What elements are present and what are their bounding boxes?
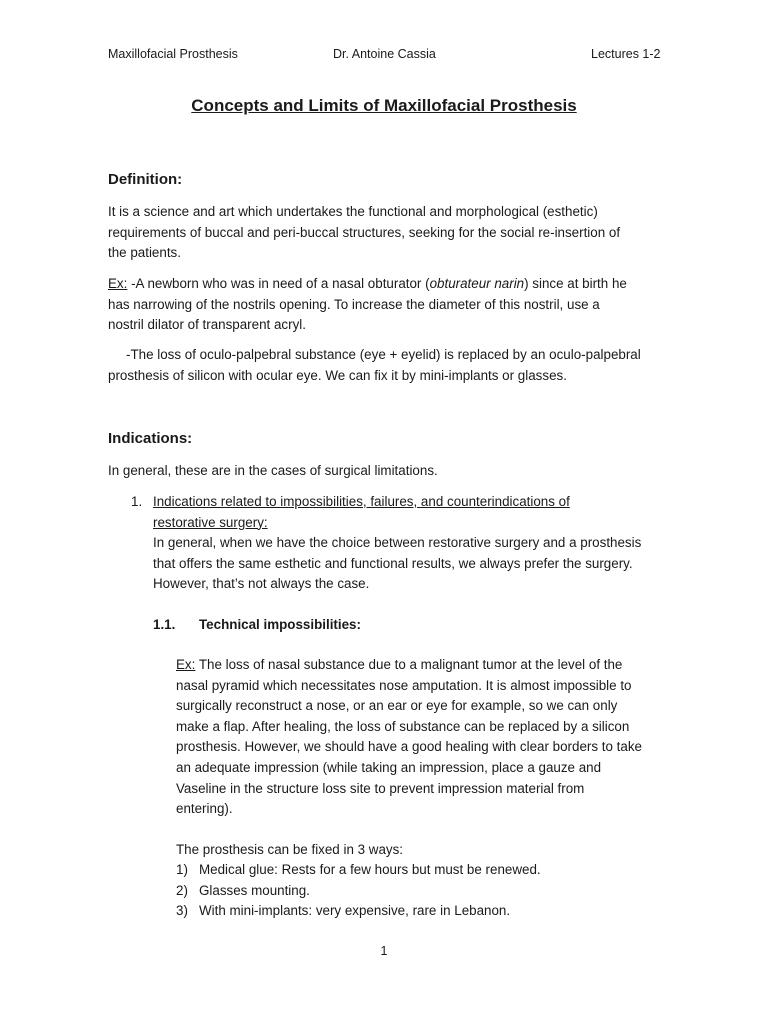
example-oculo-palpebral: [108, 345, 641, 386]
indications-heading: Indications:: [108, 430, 193, 447]
example-line: entering).: [176, 801, 233, 817]
list-item: 2) Glasses mounting.: [176, 882, 310, 898]
indication-item-1: [153, 492, 641, 595]
definition-paragraph: [108, 202, 620, 264]
example-italic-term: obturateur narin: [429, 276, 525, 291]
page-number: 1: [380, 944, 388, 958]
header-right: Lectures 1-2: [591, 47, 661, 61]
example-line: surgically reconstruct a nose, or an ear or eye for example, so we can only: [176, 698, 618, 714]
example-line: an adequate impression (while taking an impression, place a gauze and: [176, 759, 602, 775]
example-line: nasal pyramid which necessitates nose amputation. It is almost impossible to: [176, 677, 632, 693]
example-label: Ex:: [108, 276, 128, 291]
example-line: prosthesis. However, we should have a good healing with clear borders to take: [176, 739, 642, 755]
definition-line: It is a science and art which undertakes the functional and morphological (esthetic): [108, 204, 598, 219]
list-item: 1) Medical glue: Rests for a few hours but must be renewed.: [176, 862, 541, 877]
fixing-intro: The prosthesis can be fixed in 3 ways:: [176, 842, 404, 857]
technical-example: [176, 655, 642, 820]
example-line: Vaseline in the structure loss site to prevent impression material from: [176, 780, 585, 796]
indication-title-line: restorative surgery:: [153, 514, 268, 530]
example-newborn: [108, 274, 627, 336]
indication-body-line: In general, when we have the choice between restorative surgery and a prosthesis: [153, 535, 642, 551]
example-text: ) since at birth he: [524, 276, 627, 291]
example-text: -A newborn who was in need of a nasal obturator (: [127, 276, 430, 291]
list-number: 1.: [131, 494, 143, 509]
example-line: prosthesis of silicon with ocular eye. We can fix it by mini-implants or glasses.: [108, 367, 567, 383]
definition-heading: Definition:: [108, 171, 183, 188]
example-text: The loss of nasal substance due to a malignant tumor at the level of the: [195, 657, 623, 672]
definition-line: the patients.: [108, 245, 181, 261]
subitem-title: Technical impossibilities:: [199, 617, 361, 632]
example-line: nostril dilator of transparent acryl.: [108, 317, 306, 333]
indication-body-line: that offers the same esthetic and functional results, we always prefer the surgery.: [153, 555, 633, 571]
example-label: Ex:: [176, 657, 196, 672]
definition-line: requirements of buccal and peri-buccal structures, seeking for the social re-insertion of: [108, 224, 621, 240]
fixing-list: [176, 860, 541, 922]
subitem-number: 1.1.: [153, 617, 176, 632]
example-line: has narrowing of the nostrils opening. To increase the diameter of this nostril, use a: [108, 296, 600, 312]
document-title: Concepts and Limits of Maxillofacial Prosthesis: [191, 96, 577, 115]
example-line: make a flap. After healing, the loss of substance can be replaced by a silicon: [176, 718, 630, 734]
list-item: 3) With mini-implants: very expensive, rare in Lebanon.: [176, 903, 511, 919]
indications-intro: In general, these are in the cases of surgical limitations.: [108, 463, 438, 478]
indication-title-line: Indications related to impossibilities, failures, and counterindications of: [153, 494, 570, 509]
indication-body-line: However, that’s not always the case.: [153, 576, 370, 592]
example-line: -The loss of oculo-palpebral substance (eye + eyelid) is replaced by an oculo-palpebral: [126, 347, 641, 362]
header-center: Dr. Antoine Cassia: [333, 47, 436, 61]
header-left: Maxillofacial Prosthesis: [108, 47, 238, 61]
